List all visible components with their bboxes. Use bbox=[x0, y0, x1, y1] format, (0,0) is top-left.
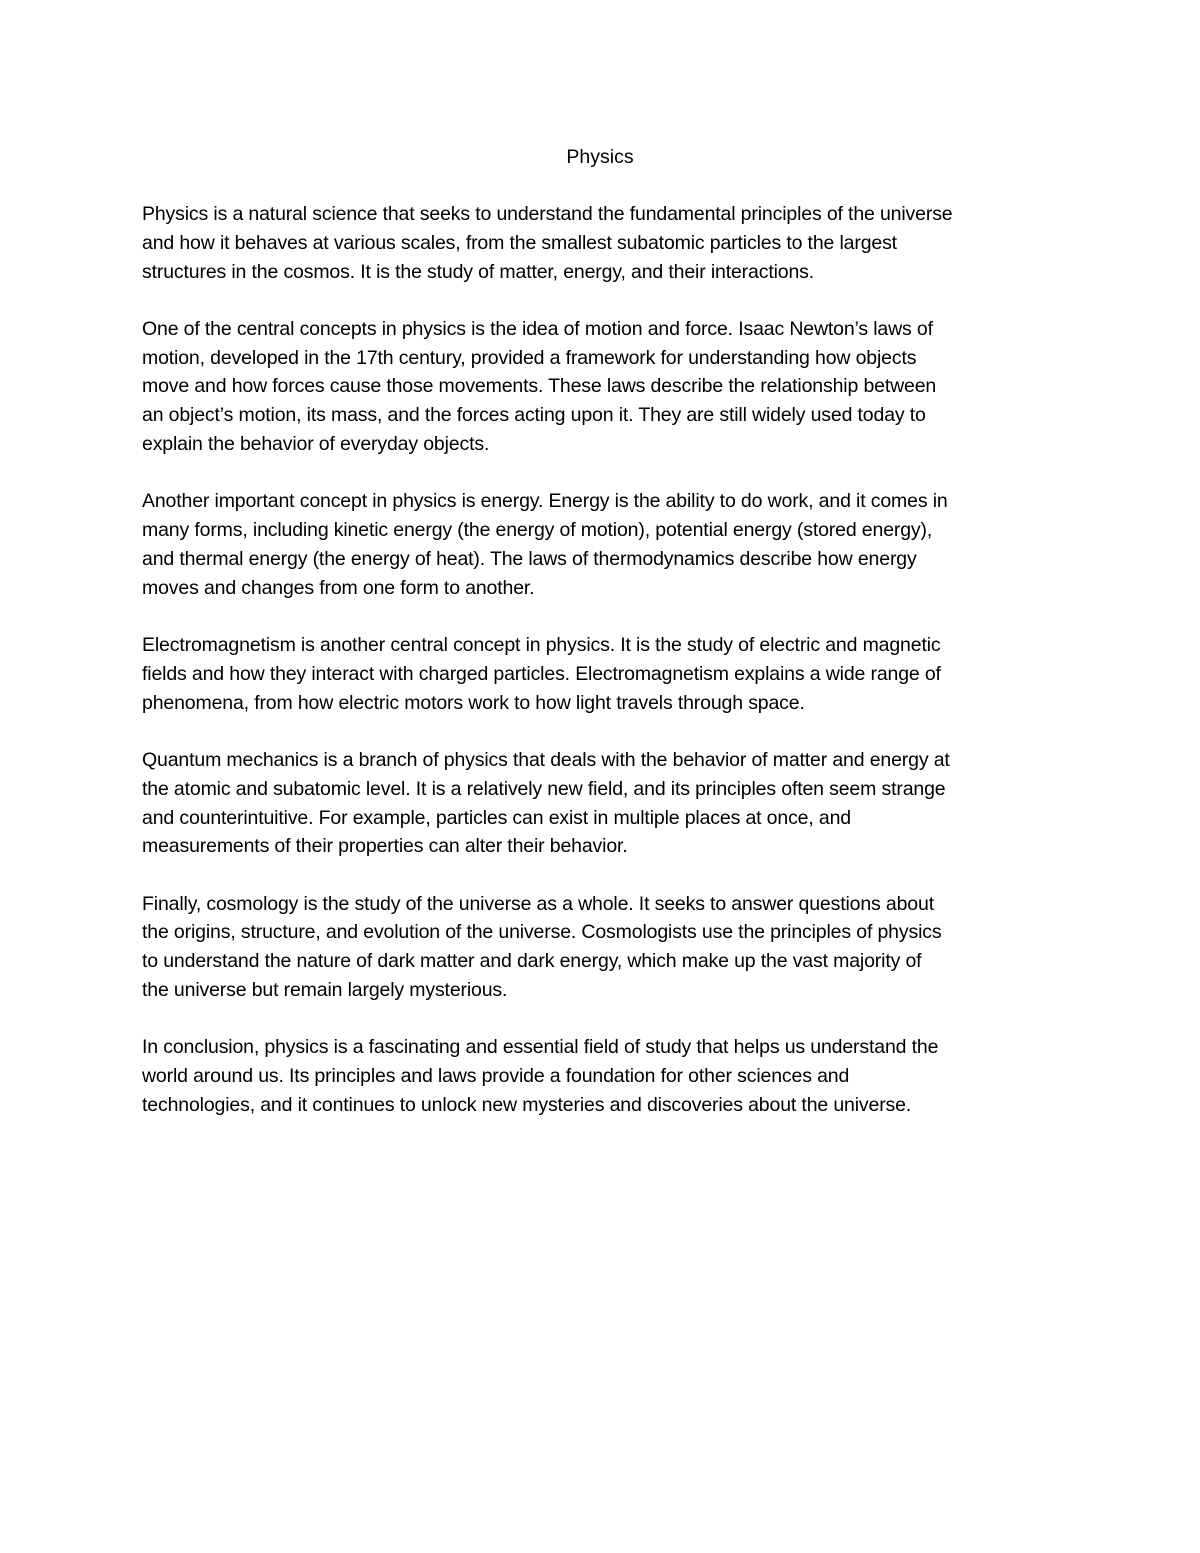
text-line: Quantum mechanics is a branch of physics that deals with the behavior of matter and energy at bbox=[142, 748, 950, 771]
text-line: Another important concept in physics is energy. Energy is the ability to do work, and it comes in bbox=[142, 490, 948, 513]
text-line: measurements of their properties can alter their behavior. bbox=[142, 835, 628, 858]
text-line: Finally, cosmology is the study of the universe as a whole. It seeks to answer questions about bbox=[142, 892, 934, 915]
text-line: many forms, including kinetic energy (the energy of motion), potential energy (stored energy), bbox=[142, 519, 933, 542]
text-line: the origins, structure, and evolution of the universe. Cosmologists use the principles of physics bbox=[142, 921, 942, 944]
paragraph-introduction bbox=[142, 200, 1067, 286]
text-line: fields and how they interact with charged particles. Electromagnetism explains a wide range of bbox=[142, 662, 941, 685]
text-line: and how it behaves at various scales, from the smallest subatomic particles to the largest bbox=[142, 231, 897, 254]
text-line: One of the central concepts in physics is the idea of motion and force. Isaac Newton’s laws of bbox=[142, 317, 933, 340]
paragraph-quantum-mechanics bbox=[142, 746, 1067, 861]
text-line: the universe but remain largely mysterious. bbox=[142, 979, 508, 1002]
paragraph-electromagnetism bbox=[142, 631, 1067, 717]
paragraph-motion-and-force bbox=[142, 315, 1067, 459]
document-body bbox=[142, 200, 1067, 1148]
text-line: and counterintuitive. For example, particles can exist in multiple places at once, and bbox=[142, 806, 851, 829]
text-line: world around us. Its principles and laws provide a foundation for other sciences and bbox=[142, 1065, 850, 1088]
text-line: explain the behavior of everyday objects. bbox=[142, 433, 490, 456]
text-line: phenomena, from how electric motors work to how light travels through space. bbox=[142, 691, 805, 714]
text-line: move and how forces cause those movements. These laws describe the relationship between bbox=[142, 375, 937, 398]
paragraph-cosmology bbox=[142, 890, 1067, 1005]
text-line: structures in the cosmos. It is the study of matter, energy, and their interactions. bbox=[142, 260, 815, 283]
text-line: and thermal energy (the energy of heat). The laws of thermodynamics describe how energy bbox=[142, 547, 917, 570]
text-line: to understand the nature of dark matter and dark energy, which make up the vast majority of bbox=[142, 950, 922, 973]
text-line: moves and changes from one form to another. bbox=[142, 576, 535, 599]
text-line: In conclusion, physics is a fascinating and essential field of study that helps us understand the bbox=[142, 1036, 939, 1059]
text-line: the atomic and subatomic level. It is a relatively new field, and its principles often seem strange bbox=[142, 777, 946, 800]
paragraph-energy bbox=[142, 487, 1067, 602]
text-line: Electromagnetism is another central concept in physics. It is the study of electric and magnetic bbox=[142, 634, 941, 657]
paragraph-conclusion bbox=[142, 1033, 1067, 1119]
page-title: Physics bbox=[566, 146, 634, 168]
text-line: motion, developed in the 17th century, provided a framework for understanding how objects bbox=[142, 346, 917, 369]
text-line: an object’s motion, its mass, and the forces acting upon it. They are still widely used today to bbox=[142, 404, 926, 427]
text-line: technologies, and it continues to unlock new mysteries and discoveries about the universe. bbox=[142, 1093, 912, 1116]
text-line: Physics is a natural science that seeks to understand the fundamental principles of the universe bbox=[142, 203, 953, 225]
